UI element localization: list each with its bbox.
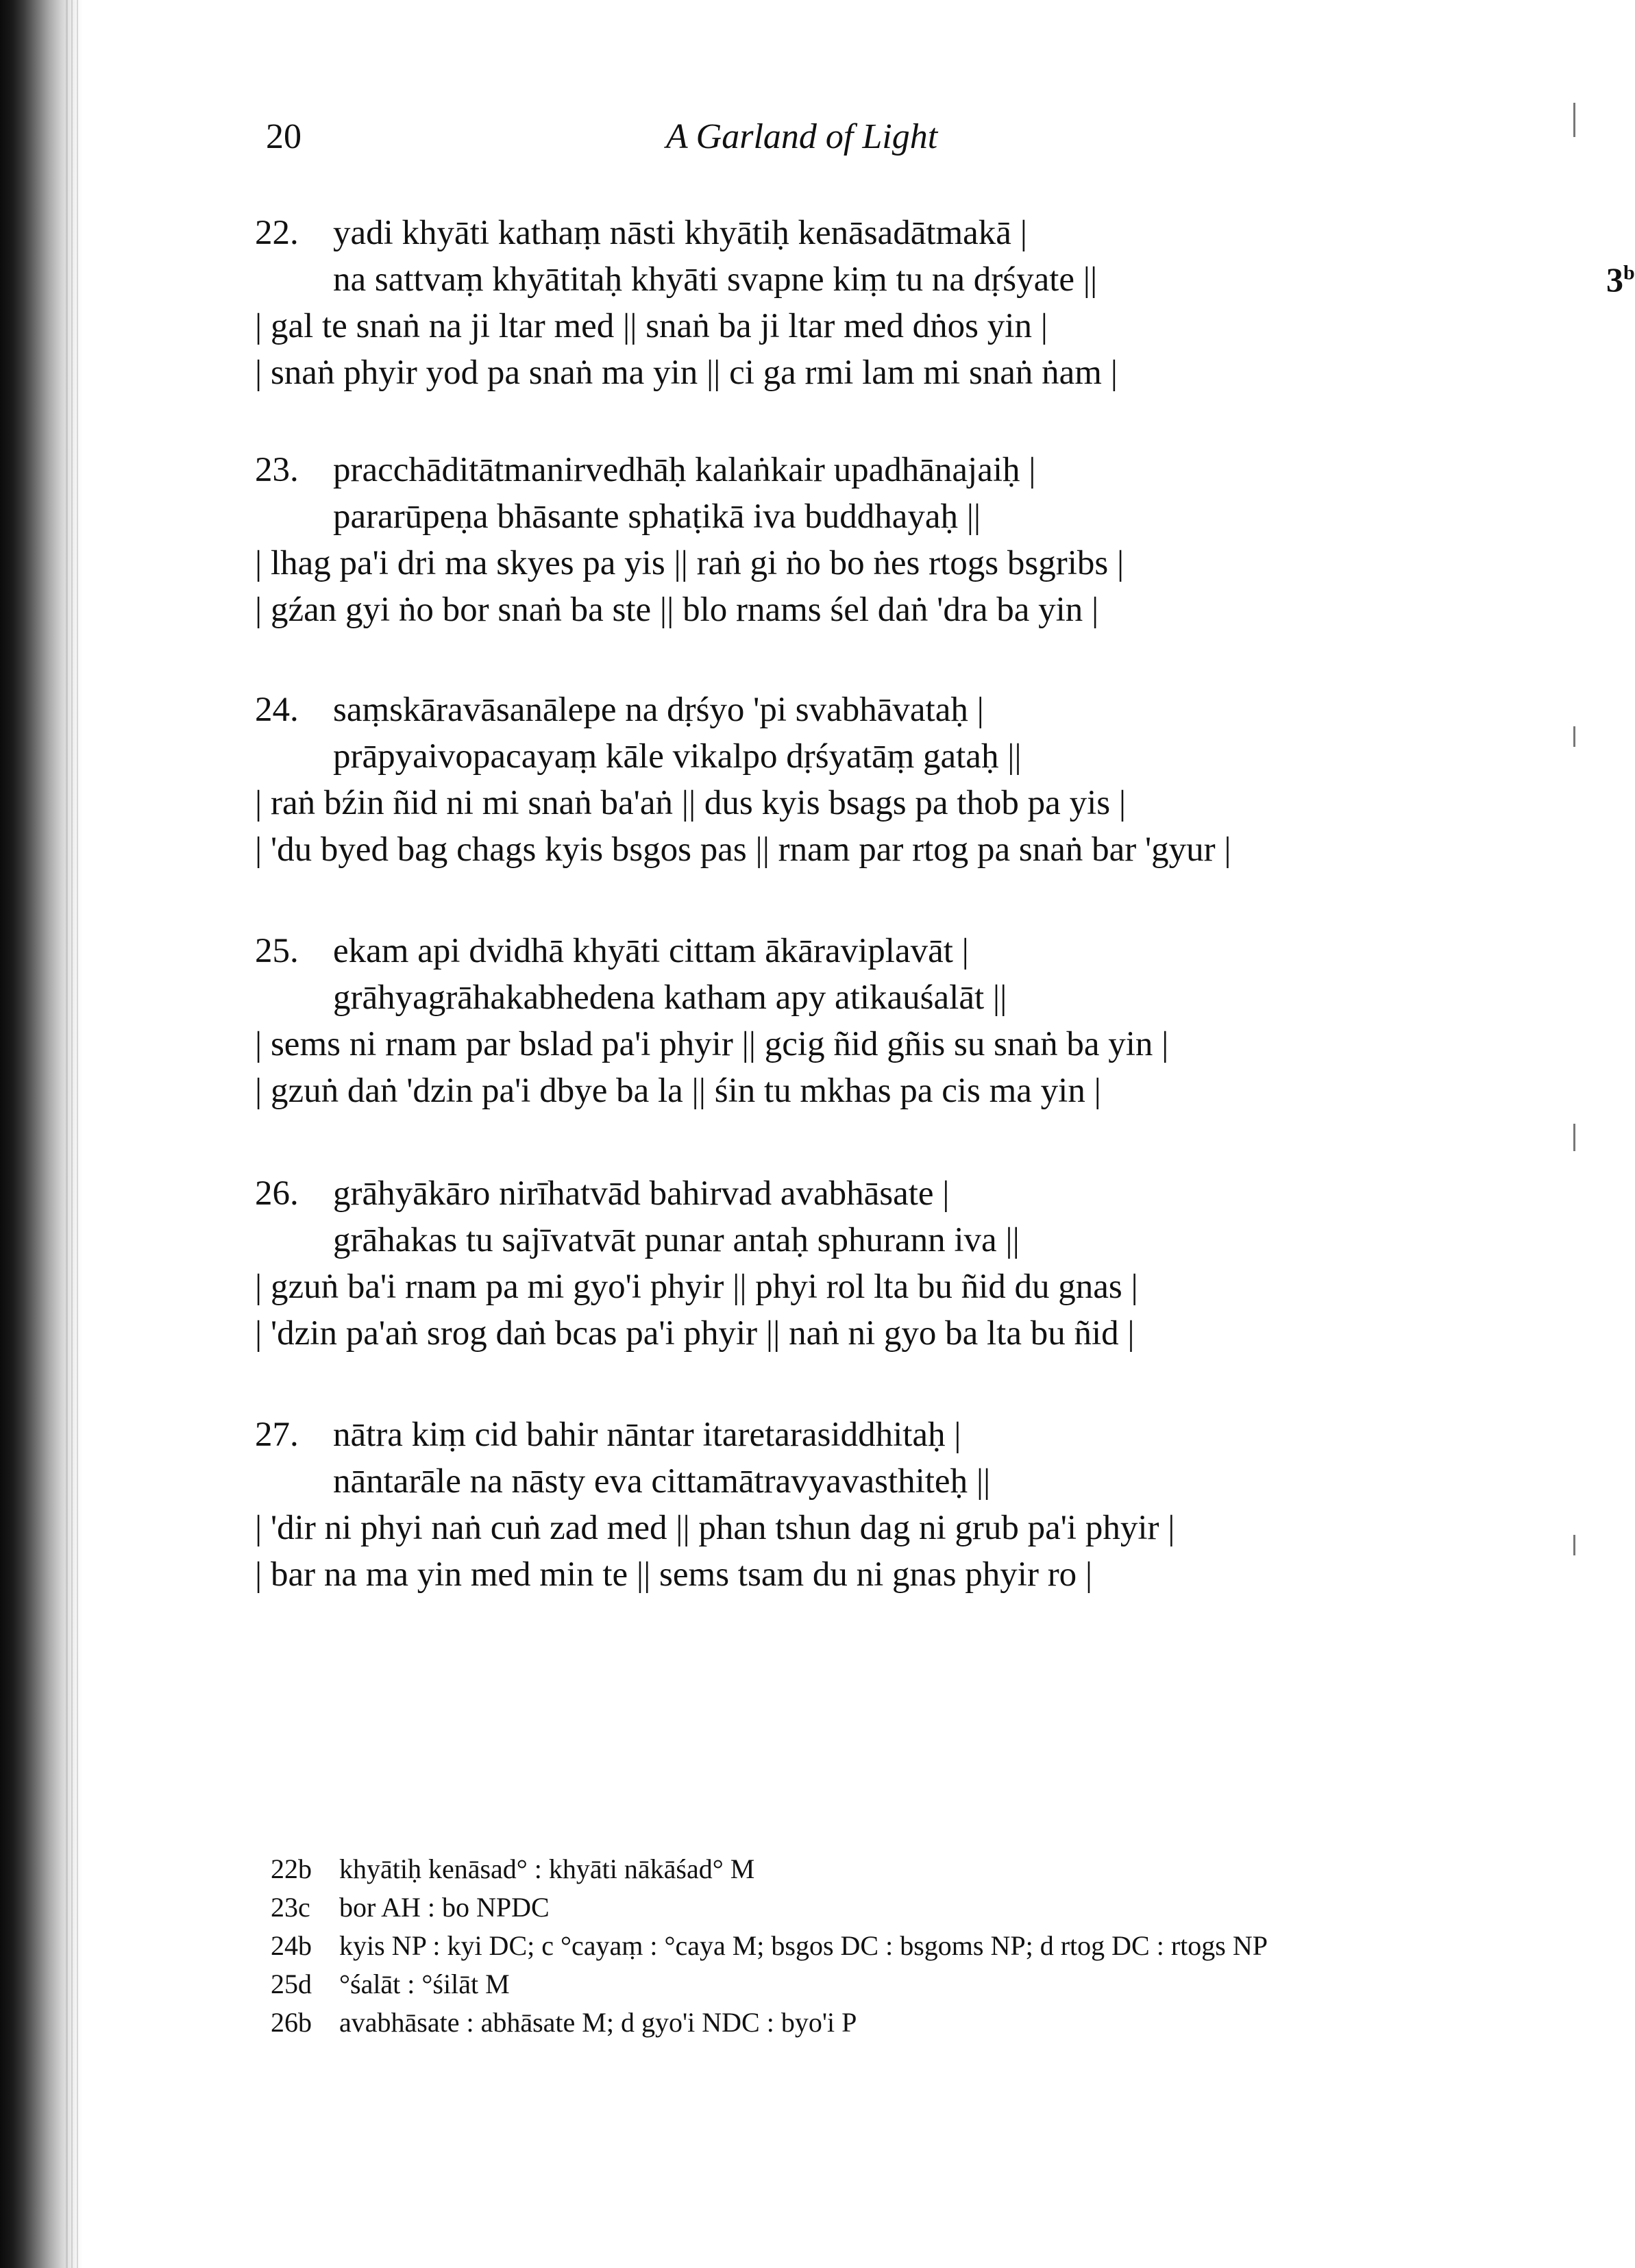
verse-line (255, 974, 1434, 1021)
note-text: khyātiḥ kenāsad° : khyāti nākāśad° M (339, 1853, 755, 1884)
apparatus-note (271, 1965, 1463, 2004)
verse-23 (255, 447, 1434, 633)
verse-number: 27. (255, 1416, 299, 1454)
verse-text: pararūpeṇa bhāsante sphaṭikā iva buddhayaḥ || (333, 497, 981, 536)
note-reference: 22b (271, 1853, 312, 1884)
verse-text: na sattvaṃ khyātitaḥ khyāti svapne kiṃ tu na dṛśyate || (333, 260, 1098, 299)
apparatus-note (271, 2004, 1463, 2042)
folio-side: b (1623, 261, 1635, 284)
apparatus-note (271, 1927, 1463, 1965)
note-text: bor AH : bo NPDC (339, 1892, 550, 1923)
verse-line (255, 1217, 1434, 1264)
apparatus-note (271, 1888, 1463, 1927)
verse-text: ekam api dvidhā khyāti cittam ākāraviplavāt | (333, 932, 969, 970)
verse-line (255, 1505, 1434, 1551)
verse-number: 25. (255, 932, 299, 970)
verse-line (255, 826, 1434, 873)
verse-line (255, 349, 1434, 396)
verse-text: pracchāditātmanirvedhāḥ kalaṅkair upadhānajaiḥ | (333, 451, 1036, 489)
verse-text: nātra kiṃ cid bahir nāntar itaretarasiddhitaḥ | (333, 1416, 961, 1454)
running-title: A Garland of Light (665, 117, 938, 156)
verse-line (255, 780, 1434, 826)
verse-text: | snaṅ phyir yod pa snaṅ ma yin || ci ga rmi lam mi snaṅ ṅam | (255, 354, 1118, 392)
apparatus-note (271, 1850, 1463, 1888)
verse-line (255, 1551, 1434, 1598)
verse-line (255, 493, 1434, 540)
margin-mark (1573, 1124, 1575, 1151)
verse-number: 23. (255, 451, 299, 489)
verse-text: prāpyaivopacayaṃ kāle vikalpo dṛśyatāṃ gataḥ || (333, 737, 1022, 776)
verse-text: grāhakas tu sajīvatvāt punar antaḥ sphurann iva || (333, 1221, 1020, 1259)
verse-text: | gal te snaṅ na ji ltar med || snaṅ ba ji ltar med dṅos yin | (255, 307, 1048, 345)
verse-24 (255, 687, 1434, 873)
verse-26 (255, 1170, 1434, 1357)
verse-line (255, 1412, 1434, 1458)
verse-text: | sems ni rnam par bslad pa'i phyir || gcig ñid gñis su snaṅ ba yin | (255, 1025, 1169, 1063)
verse-line (255, 540, 1434, 587)
critical-apparatus (271, 1850, 1463, 2042)
margin-mark (1573, 726, 1575, 747)
verse-line (255, 210, 1434, 256)
note-text: °śalāt : °śilāt M (339, 1969, 510, 1999)
verse-27 (255, 1412, 1434, 1598)
page-number: 20 (266, 117, 302, 156)
verse-line (255, 303, 1434, 349)
book-binding-edge (0, 0, 82, 2268)
note-text: avabhāsate : abhāsate M; d gyo'i NDC : byo'i P (339, 2007, 857, 2038)
verse-25 (255, 928, 1434, 1114)
margin-mark (1573, 1535, 1575, 1555)
verse-text: | 'du byed bag chags kyis bsgos pas || rnam par rtog pa snaṅ bar 'gyur | (255, 830, 1231, 869)
verse-text: | 'dzin pa'aṅ srog daṅ bcas pa'i phyir || naṅ ni gyo ba lta bu ñid | (255, 1314, 1135, 1353)
verse-text: saṃskāravāsanālepe na dṛśyo 'pi svabhāvataḥ | (333, 691, 984, 729)
verse-line (255, 1170, 1434, 1217)
verse-line (255, 733, 1434, 780)
verse-line (255, 1264, 1434, 1310)
verse-text: | raṅ bźin ñid ni mi snaṅ ba'aṅ || dus kyis bsags pa thob pa yis | (255, 784, 1127, 822)
verse-text: | lhag pa'i dri ma skyes pa yis || raṅ gi ṅo bo ṅes rtogs bsgribs | (255, 544, 1124, 582)
verse-line (255, 1458, 1434, 1505)
verse-text: | gzuṅ daṅ 'dzin pa'i dbye ba la || śin tu mkhas pa cis ma yin | (255, 1072, 1101, 1110)
note-reference: 25d (271, 1969, 312, 1999)
verse-number: 24. (255, 691, 299, 729)
note-reference: 26b (271, 2007, 312, 2038)
verse-text: nāntarāle na nāsty eva cittamātravyavasthiteḥ || (333, 1462, 991, 1501)
folio-marker (1606, 256, 1635, 303)
verse-text: grāhyākāro nirīhatvād bahirvad avabhāsate | (333, 1174, 950, 1213)
verse-number: 26. (255, 1174, 299, 1213)
verse-22 (255, 210, 1635, 396)
verse-line (255, 1068, 1434, 1114)
verse-line (255, 687, 1434, 733)
binding-streak (77, 0, 78, 2268)
verse-line (255, 256, 1434, 303)
verse-line (255, 1021, 1434, 1068)
note-reference: 23c (271, 1892, 310, 1923)
verse-text: | bar na ma yin med min te || sems tsam du ni gnas phyir ro | (255, 1555, 1093, 1594)
verse-line (255, 1310, 1434, 1357)
verse-number: 22. (255, 214, 299, 252)
folio-number: 3 (1606, 260, 1623, 299)
verse-text: | gzuṅ ba'i rnam pa mi gyo'i phyir || phyi rol lta bu ñid du gnas | (255, 1268, 1138, 1306)
note-reference: 24b (271, 1930, 312, 1961)
verse-text: | gźan gyi ṅo bor snaṅ ba ste || blo rnams śel daṅ 'dra ba yin | (255, 591, 1099, 629)
verse-line (255, 587, 1434, 633)
note-text: kyis NP : kyi DC; c °cayaṃ : °caya M; bsgos DC : bsgoms NP; d rtog DC : rtogs NP (339, 1930, 1268, 1961)
binding-streak (66, 0, 68, 2268)
binding-streak (71, 0, 73, 2268)
verse-text: yadi khyāti kathaṃ nāsti khyātiḥ kenāsadātmakā | (333, 214, 1027, 252)
verse-text: grāhyagrāhakabhedena katham apy atikauśalāt || (333, 978, 1007, 1017)
verse-line (255, 928, 1434, 974)
verse-line (255, 447, 1434, 493)
verse-text: | 'dir ni phyi naṅ cuṅ zad med || phan tshun dag ni grub pa'i phyir | (255, 1509, 1175, 1547)
